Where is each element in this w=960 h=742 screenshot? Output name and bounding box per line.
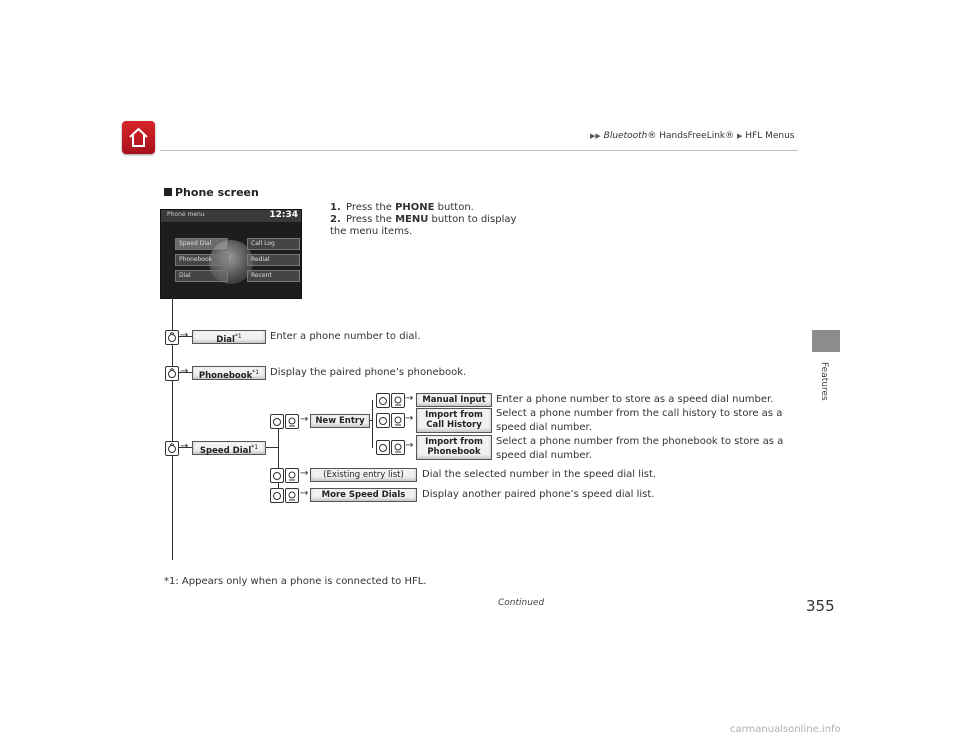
header-divider	[160, 150, 798, 151]
breadcrumb-arrow-icon: ▶	[737, 132, 743, 140]
desc-existing-entry-list: Dial the selected number in the speed dial list.	[422, 469, 657, 480]
rotate-knob-icon	[270, 414, 284, 429]
step-number: 2.	[330, 214, 341, 225]
selector-knob-icon	[165, 366, 179, 381]
phone-menu-screen-image	[160, 209, 302, 299]
arrow-right-icon: →	[300, 414, 309, 425]
page-number: 355	[806, 597, 835, 615]
desc-line: Select a phone number from the phonebook to store as a	[496, 436, 784, 447]
menu-import-call-history	[416, 408, 492, 433]
desc-line: Select a phone number from the call history to store as a	[496, 408, 783, 419]
screen-menu-item: Recent	[247, 270, 300, 282]
desc-manual-input: Enter a phone number to store as a speed dial number.	[496, 394, 774, 405]
rotate-knob-icon	[270, 468, 284, 483]
menu-manual-input: Manual Input	[416, 393, 492, 407]
screen-menu-item: Dial	[175, 270, 228, 282]
footnote: *1: Appears only when a phone is connected to HFL.	[164, 576, 427, 587]
menu-more-speed-dials: More Speed Dials	[310, 488, 417, 502]
footnote-ref: *1	[252, 369, 260, 376]
step-key: MENU	[395, 214, 429, 225]
arrow-right-icon: →	[405, 413, 414, 424]
menu-label-line: Import from	[425, 437, 483, 447]
home-icon	[127, 126, 150, 149]
chapter-tab[interactable]	[812, 330, 840, 352]
tree-branch-line	[264, 447, 278, 448]
desc-line: speed dial number.	[496, 450, 592, 461]
continued-label: Continued	[498, 598, 545, 608]
selector-knob-icon	[165, 441, 179, 456]
section-title	[164, 186, 259, 199]
arrow-right-icon: →	[405, 440, 414, 451]
menu-label: Phonebook	[198, 370, 253, 381]
menu-dial	[192, 330, 266, 344]
press-knob-icon	[391, 393, 405, 408]
arrow-right-icon: →	[300, 488, 309, 499]
screen-title: Phone menu	[167, 211, 205, 218]
desc-dial: Enter a phone number to dial.	[270, 331, 421, 342]
desc-phonebook: Display the paired phone’s phonebook.	[270, 367, 467, 378]
screen-menu-item: Phonebook	[175, 254, 228, 266]
press-knob-icon	[285, 488, 299, 503]
menu-label-line: Import from	[425, 410, 483, 420]
chapter-label: Features	[819, 362, 829, 401]
screen-menu-item: Call Log	[247, 238, 300, 250]
press-knob-icon	[391, 440, 405, 455]
tree-sub-line	[278, 420, 279, 498]
watermark: carmanualsonline.info	[730, 724, 841, 735]
step-text: Press the	[346, 202, 396, 213]
selector-knob-icon	[165, 330, 179, 345]
breadcrumb	[590, 131, 795, 141]
step-text: button.	[434, 202, 474, 213]
breadcrumb-arrow-icon: ▶▶	[590, 132, 601, 140]
footnote-ref: *1	[251, 444, 259, 451]
step-number: 1.	[330, 202, 341, 213]
press-knob-icon	[285, 414, 299, 429]
press-knob-icon	[285, 468, 299, 483]
home-button[interactable]	[122, 121, 155, 154]
screen-menu-item: Redial	[247, 254, 300, 266]
breadcrumb-part-2: ® HandsFreeLink®	[647, 131, 735, 141]
menu-existing-entry-list: (Existing entry list)	[310, 468, 417, 482]
screen-menu-item: Speed Dial	[175, 238, 228, 250]
menu-label-line: Call History	[426, 420, 482, 430]
desc-import-call-history	[496, 407, 782, 435]
menu-label: Speed Dial	[199, 445, 252, 456]
rotate-knob-icon	[376, 393, 390, 408]
menu-new-entry: New Entry	[310, 414, 370, 428]
step-text: button to display the menu items.	[330, 214, 517, 237]
arrow-right-icon: →	[300, 468, 309, 479]
breadcrumb-part-1: Bluetooth	[603, 131, 648, 141]
arrow-right-icon: →	[405, 393, 414, 404]
desc-line: speed dial number.	[496, 422, 592, 433]
rotate-knob-icon	[376, 440, 390, 455]
rotate-knob-icon	[376, 413, 390, 428]
section-title-text: Phone screen	[175, 186, 259, 199]
screen-clock: 12:34	[269, 210, 298, 220]
tree-sub-line	[372, 400, 373, 448]
breadcrumb-part-3: HFL Menus	[745, 131, 795, 141]
step-2	[330, 214, 530, 238]
instruction-steps	[330, 202, 530, 238]
menu-label-line: Phonebook	[427, 447, 481, 457]
arrow-right-icon: →	[180, 366, 189, 377]
menu-speed-dial	[192, 441, 266, 455]
arrow-right-icon: →	[180, 330, 189, 341]
desc-import-phonebook	[496, 435, 783, 463]
menu-import-phonebook	[416, 435, 492, 460]
rotate-knob-icon	[270, 488, 284, 503]
step-1	[330, 202, 530, 214]
menu-label: Dial	[216, 334, 235, 345]
footnote-ref: *1	[234, 333, 242, 340]
press-knob-icon	[391, 413, 405, 428]
square-bullet-icon	[164, 188, 172, 196]
step-text: Press the	[346, 214, 396, 225]
desc-more-speed-dials: Display another paired phone’s speed dial list.	[422, 489, 655, 500]
arrow-right-icon: →	[180, 441, 189, 452]
step-key: PHONE	[395, 202, 435, 213]
menu-phonebook	[192, 366, 266, 380]
